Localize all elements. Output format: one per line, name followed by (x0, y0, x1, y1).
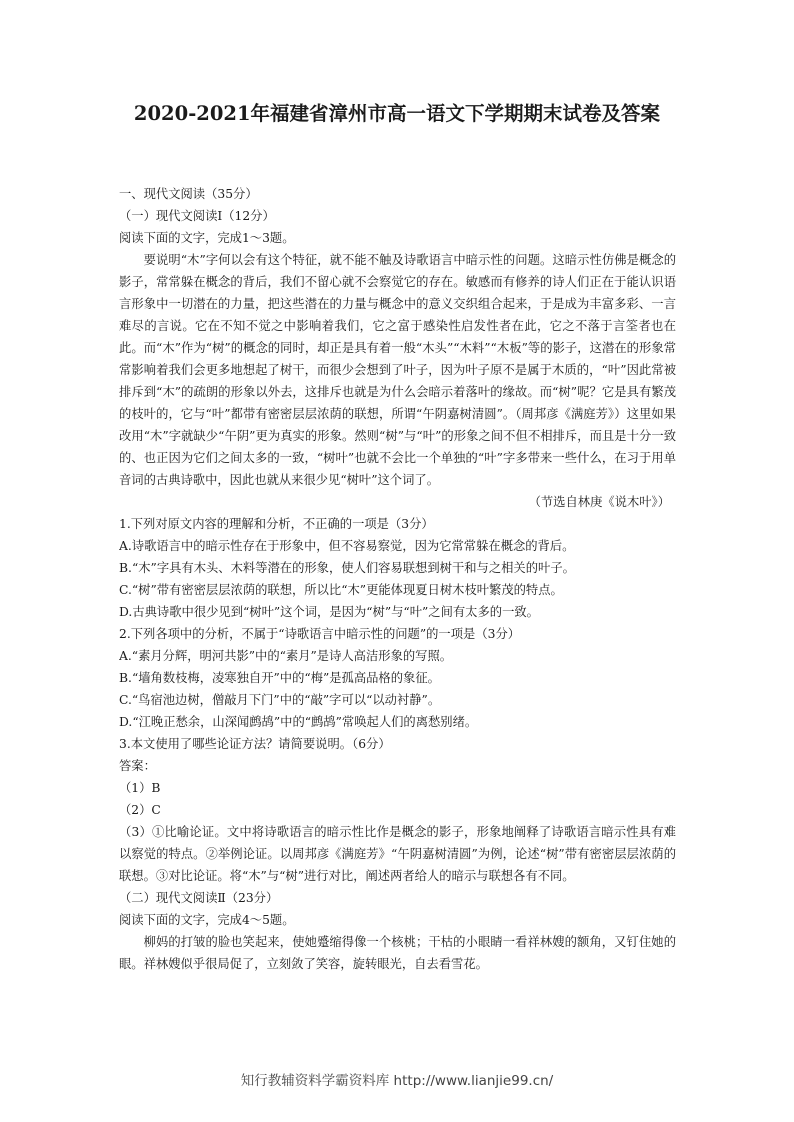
section-heading: 一、现代文阅读（35分） (119, 187, 258, 201)
subsection-heading: （二）现代文阅读Ⅱ（23分） (119, 891, 279, 905)
question-option: C.“鸟宿池边树，僧敲月下门”中的“敲”字可以“以动衬静”。 (119, 693, 441, 707)
question-option: B.“木”字具有木头、木料等潜在的形象，使人们容易联想到树干和与之相关的叶子。 (119, 561, 575, 575)
answer-item: （2）C (119, 803, 161, 817)
reading-instruction: 阅读下面的文字，完成1～3题。 (119, 231, 295, 245)
question-option: D.古典诗歌中很少见到“树叶”这个词，是因为“树”与“叶”之间有太多的一致。 (119, 605, 539, 619)
page-title: 2020-2021年福建省漳州市高一语文下学期期末试卷及答案 (133, 102, 661, 125)
subsection-heading: （一）现代文阅读Ⅰ（12分） (119, 209, 275, 223)
question-stem: 1.下列对原文内容的理解和分析，不正确的一项是（3分） (119, 517, 434, 531)
answer-item: （1）B (119, 781, 161, 795)
reading-passage: 要说明“木”字何以会有这个特征，就不能不触及诗歌语言中暗示性的问题。这暗示性仿佛是概念的影子，常常躲在概念的背后，我们不留心就不会察觉它的存在。敏感而有修养的诗人们正在于能认识语言形象中一切潜在的力量，把这些潜在的力量与概念中的意义交织组合起来，于是成为丰富多彩、一言难尽的言说。它在不知不觉之中影响着我们，它之富于感染性启发性者在此，它之不落于言筌者也在此。而“木”作为“树”的概念的同时，却正是具有着一般“木头”“木料”“木板”等的影子，这潜在的形象常常影响着我们会更多地想起了树干，而很少会想到了叶子，因为叶子原不是属于木质的，“叶”因此常被排斥到“木”的疏朗的形象以外去，这排斥也就是为什么会暗示着落叶的缘故。而“树”呢？它是具有繁茂的枝叶的，它与“叶”都带有密密层层浓荫的联想，所谓“午阴嘉树清圆”。（周邦彦《满庭芳》）这里如果改用“木”字就缺少“午阴”更为真实的形象。然则“树”与“叶”的形象之间不但不相排斥，而且是十分一致的、也正因为它们之间太多的一致，“树叶”也就不会比一个单独的“叶”字多带来一些什么，在习于用单音词的古典诗歌中，因此也就从来很少见“树叶”这个词了。 (119, 253, 676, 487)
answers-label: 答案： (119, 759, 156, 773)
question-option: C.“树”带有密密层层浓荫的联想，所以比“木”更能体现夏日树木枝叶繁茂的特点。 (119, 583, 563, 597)
reading-passage: 柳妈的打皱的脸也笑起来，使她蹙缩得像一个核桃；干枯的小眼睛一看祥林嫂的额角，又钉住她的眼。祥林嫂似乎很局促了，立刻敛了笑容，旋转眼光，自去看雪花。 (119, 935, 676, 971)
document-body (119, 183, 676, 975)
footer-watermark: 知行教辅资料学霸资料库 http://www.lianjie99.cn/ (240, 1073, 554, 1089)
passage-source: （节选自林庚《说木叶》） (528, 495, 670, 509)
answer-item: （3）①比喻论证。文中将诗歌语言的暗示性比作是概念的影子，形象地阐释了诗歌语言暗示性具有难以察觉的特点。②举例论证。以周邦彦《满庭芳》“午阴嘉树清圆”为例，论述“树”带有密密层层浓荫的联想。③对比论证。将“木”与“树”进行对比，阐述两者给人的暗示与联想各有不同。 (119, 825, 676, 883)
question-option: A.诗歌语言中的暗示性存在于形象中，但不容易察觉，因为它常常躲在概念的背后。 (119, 539, 575, 553)
question-stem: 3.本文使用了哪些论证方法？请简要说明。（6分） (119, 737, 391, 751)
question-option: D.“江晚正愁余，山深闻鹧鸪”中的“鹧鸪”常唤起人们的离愁别绪。 (119, 715, 478, 729)
question-option: B.“墙角数枝梅，凌寒独自开”中的“梅”是孤高品格的象征。 (119, 671, 440, 685)
reading-instruction: 阅读下面的文字，完成4～5题。 (119, 913, 295, 927)
question-stem: 2.下列各项中的分析，不属于“诗歌语言中暗示性的问题”的一项是（3分） (119, 627, 521, 641)
question-option: A.“素月分辉，明河共影”中的“素月”是诗人高洁形象的写照。 (119, 649, 453, 663)
